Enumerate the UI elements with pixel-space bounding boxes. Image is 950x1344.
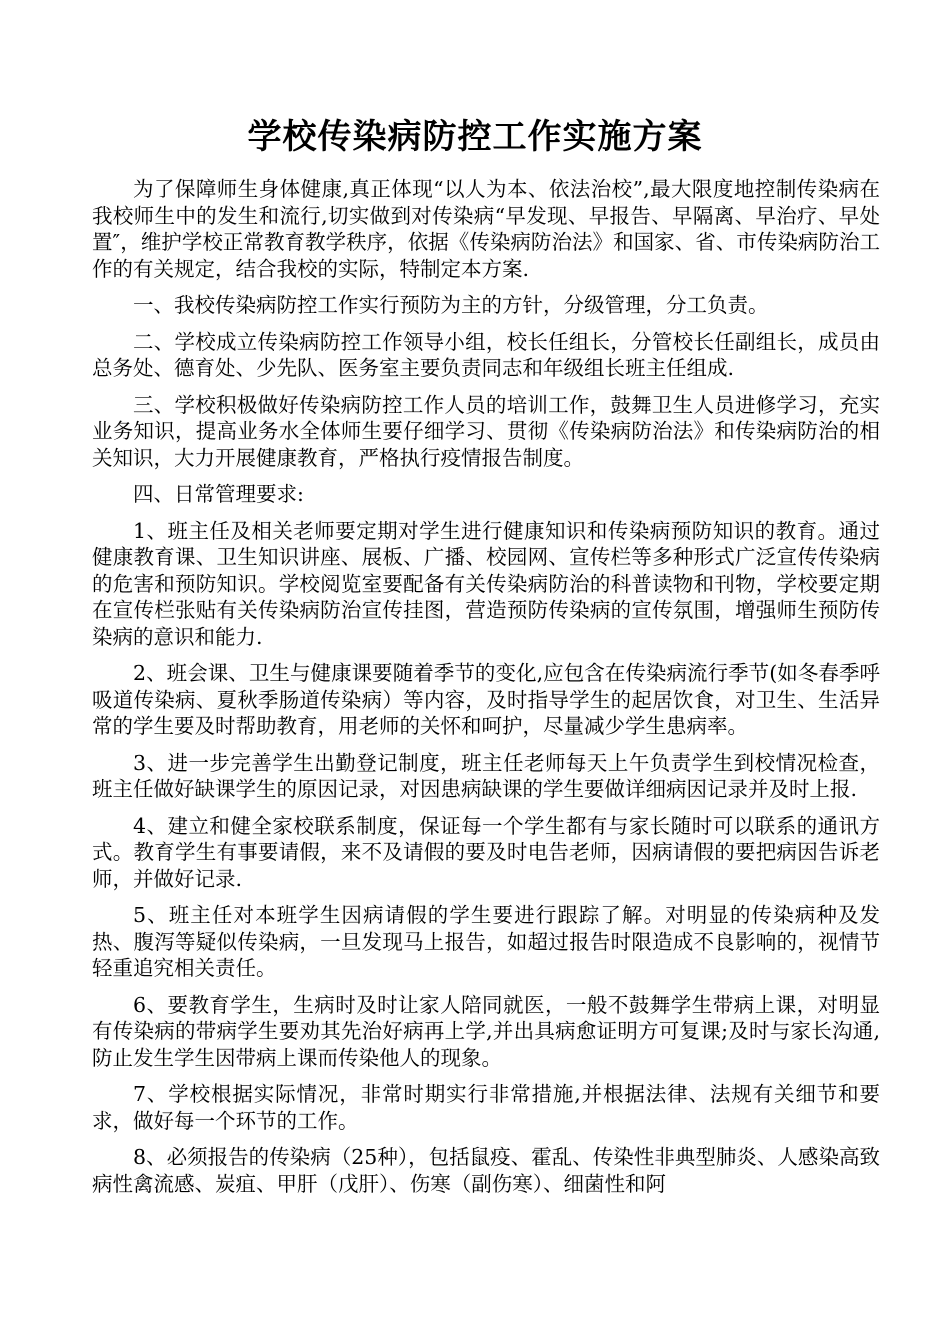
requirement-item-2: 2、班会课、卫生与健康课要随着季节的变化,应包含在传染病流行季节(如冬春季呼吸道传染病、夏秋季肠道传染病）等内容，及时指导学生的起居饮食，对卫生、生活异常的学生要及时帮助教育，用老师的关怀和呵护，尽量减少学生患病率。 <box>92 661 880 738</box>
section-two-paragraph: 二、学校成立传染病防控工作领导小组，校长任组长，分管校长任副组长，成员由总务处、德育处、少先队、医务室主要负责同志和年级组长班主任组成. <box>92 329 880 380</box>
requirement-item-1: 1、班主任及相关老师要定期对学生进行健康知识和传染病预防知识的教育。通过健康教育课、卫生知识讲座、展板、广播、校园网、宣传栏等多种形式广泛宣传传染病的危害和预防知识。学校阅览室要配备有关传染病防治的科普读物和刊物，学校要定期在宣传栏张贴有关传染病防治宣传挂图，营造预防传染病的宣传氛围，增强师生预防传染病的意识和能力. <box>92 518 880 649</box>
document-title: 学校传染病防控工作实施方案 <box>247 117 703 157</box>
requirement-item-3: 3、进一步完善学生出勤登记制度，班主任老师每天上午负责学生到校情况检查，班主任做好缺课学生的原因记录，对因患病缺课的学生要做详细病因记录并及时上报. <box>92 750 880 801</box>
requirement-item-4: 4、建立和健全家校联系制度，保证每一个学生都有与家长随时可以联系的通讯方式。教育学生有事要请假，来不及请假的要及时电告老师，因病请假的要把病因告诉老师，并做好记录. <box>92 813 880 891</box>
intro-paragraph: 为了保障师生身体健康,真正体现“以人为本、依法治校”,最大限度地控制传染病在我校师生中的发生和流行,切实做到对传染病“早发现、早报告、早隔离、早治疗、早处置″，维护学校正常教育教学秩序，依据《传染病防治法》和国家、省、市传染病防治工作的有关规定，结合我校的实际，特制定本方案. <box>92 177 880 281</box>
document-body <box>92 176 880 1207</box>
requirement-item-7: 7、学校根据实际情况，非常时期实行非常措施,并根据法律、法规有关细节和要求，做好每一个环节的工作。 <box>92 1082 880 1133</box>
requirement-item-6: 6、要教育学生，生病时及时让家人陪同就医，一般不鼓舞学生带病上课，对明显有传染病的带病学生要劝其先治好病再上学,并出具病愈证明方可复课;及时与家长沟通,防止发生学生因带病上课而传染他人的现象。 <box>92 992 880 1070</box>
requirement-item-8: 8、必须报告的传染病（25种），包括鼠疫、霍乱、传染性非典型肺炎、人感染高致病性禽流感、炭疽、甲肝（戊肝）、伤寒（副伤寒）、细菌性和阿 <box>92 1145 880 1196</box>
requirement-item-5: 5、班主任对本班学生因病请假的学生要进行跟踪了解。对明显的传染病种及发热、腹泻等疑似传染病，一旦发现马上报告，如超过报告时限造成不良影响的，视情节轻重追究相关责任。 <box>92 903 880 980</box>
section-one-paragraph: 一、我校传染病防控工作实行预防为主的方针，分级管理，分工负责。 <box>133 293 769 317</box>
section-three-paragraph: 三、学校积极做好传染病防控工作人员的培训工作，鼓舞卫生人员进修学习，充实业务知识，提高业务水全体师生要仔细学习、贯彻《传染病防治法》和传染病防治的相关知识，大力开展健康教育，严格执行疫情报告制度。 <box>92 392 880 470</box>
section-four-heading: 四、日常管理要求: <box>133 482 304 506</box>
